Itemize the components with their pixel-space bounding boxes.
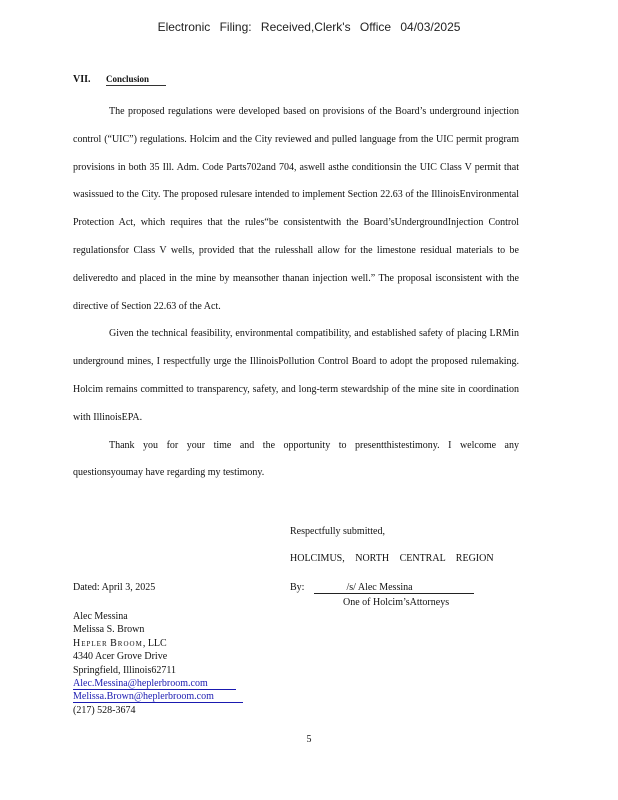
phone-number: (217) 528-3674 bbox=[73, 704, 136, 716]
paragraph-recommendation: Given the technical feasibility, environmental compatibility, and established safety of placing LRMin underground mines, I respectfully urge the IllinoisPollution Control Board to adopt the proposed rulemaking. Holcim remains committed to transparency, safety, and long-term stewardship of the mine site in coordination with IllinoisEPA. bbox=[73, 328, 519, 423]
electronic-signature: /s/ Alec Messina bbox=[314, 582, 474, 594]
body-text bbox=[73, 98, 519, 487]
by-label: By: bbox=[290, 582, 305, 593]
firm-suffix: , LLC bbox=[142, 637, 167, 649]
date-line: Dated: April 3, 2025 bbox=[73, 582, 156, 593]
city-address: Springfield, Illinois62711 bbox=[73, 664, 176, 676]
section-heading bbox=[73, 74, 166, 86]
contact-block bbox=[73, 610, 243, 717]
attorney-role: One of Holcim’sAttorneys bbox=[343, 597, 450, 608]
section-title: Conclusion bbox=[106, 74, 166, 86]
email-link[interactable]: Alec.Messina@heplerbroom.com bbox=[73, 678, 236, 690]
party-name: HOLCIMUS, NORTH CENTRAL REGION bbox=[290, 553, 494, 564]
firm-name-part: Broom bbox=[110, 637, 143, 649]
street-address: 4340 Acer Grove Drive bbox=[73, 651, 168, 663]
filing-stamp-header: Electronic Filing: Received,Clerk's Office 04/03/2025 bbox=[157, 20, 461, 34]
section-number: VII. bbox=[73, 74, 91, 85]
signature-line bbox=[290, 582, 474, 594]
attorney-name: Melissa S. Brown bbox=[73, 624, 145, 636]
email-link[interactable]: Melissa.Brown@heplerbroom.com bbox=[73, 691, 243, 703]
attorney-name: Alec Messina bbox=[73, 611, 128, 622]
paragraph-regulations: The proposed regulations were developed based on provisions of the Board’s underground injection control (“UIC”) regulations. Holcim and the City reviewed and pulled language from the UIC permit program provisions in both 35 Ill. Adm. Code Parts702and 704, aswell asthe conditionsin the UIC Class V permit that wasissued to the City. The proposed rulesare intended to implement Section 22.63 of the IllinoisEnvironmental Protection Act, which requires that the rules“be consistentwith the Board’sUndergroundInjection Control regulationsfor Class V wells, provided that the rulesshall allow for the limestone residual materials to be deliveredto and placed in the mine by meansother thanan injection well.” The proposal isconsistent with the directive of Section 22.63 of the Act. bbox=[73, 106, 519, 312]
closing-line: Respectfully submitted, bbox=[290, 526, 385, 537]
firm-name bbox=[73, 637, 243, 650]
page-number: 5 bbox=[306, 734, 312, 745]
firm-name-part: Hepler bbox=[73, 637, 108, 649]
paragraph-thanks: Thank you for your time and the opportunity to presentthistestimony. I welcome any questionsyoumay have regarding my testimony. bbox=[73, 439, 519, 479]
